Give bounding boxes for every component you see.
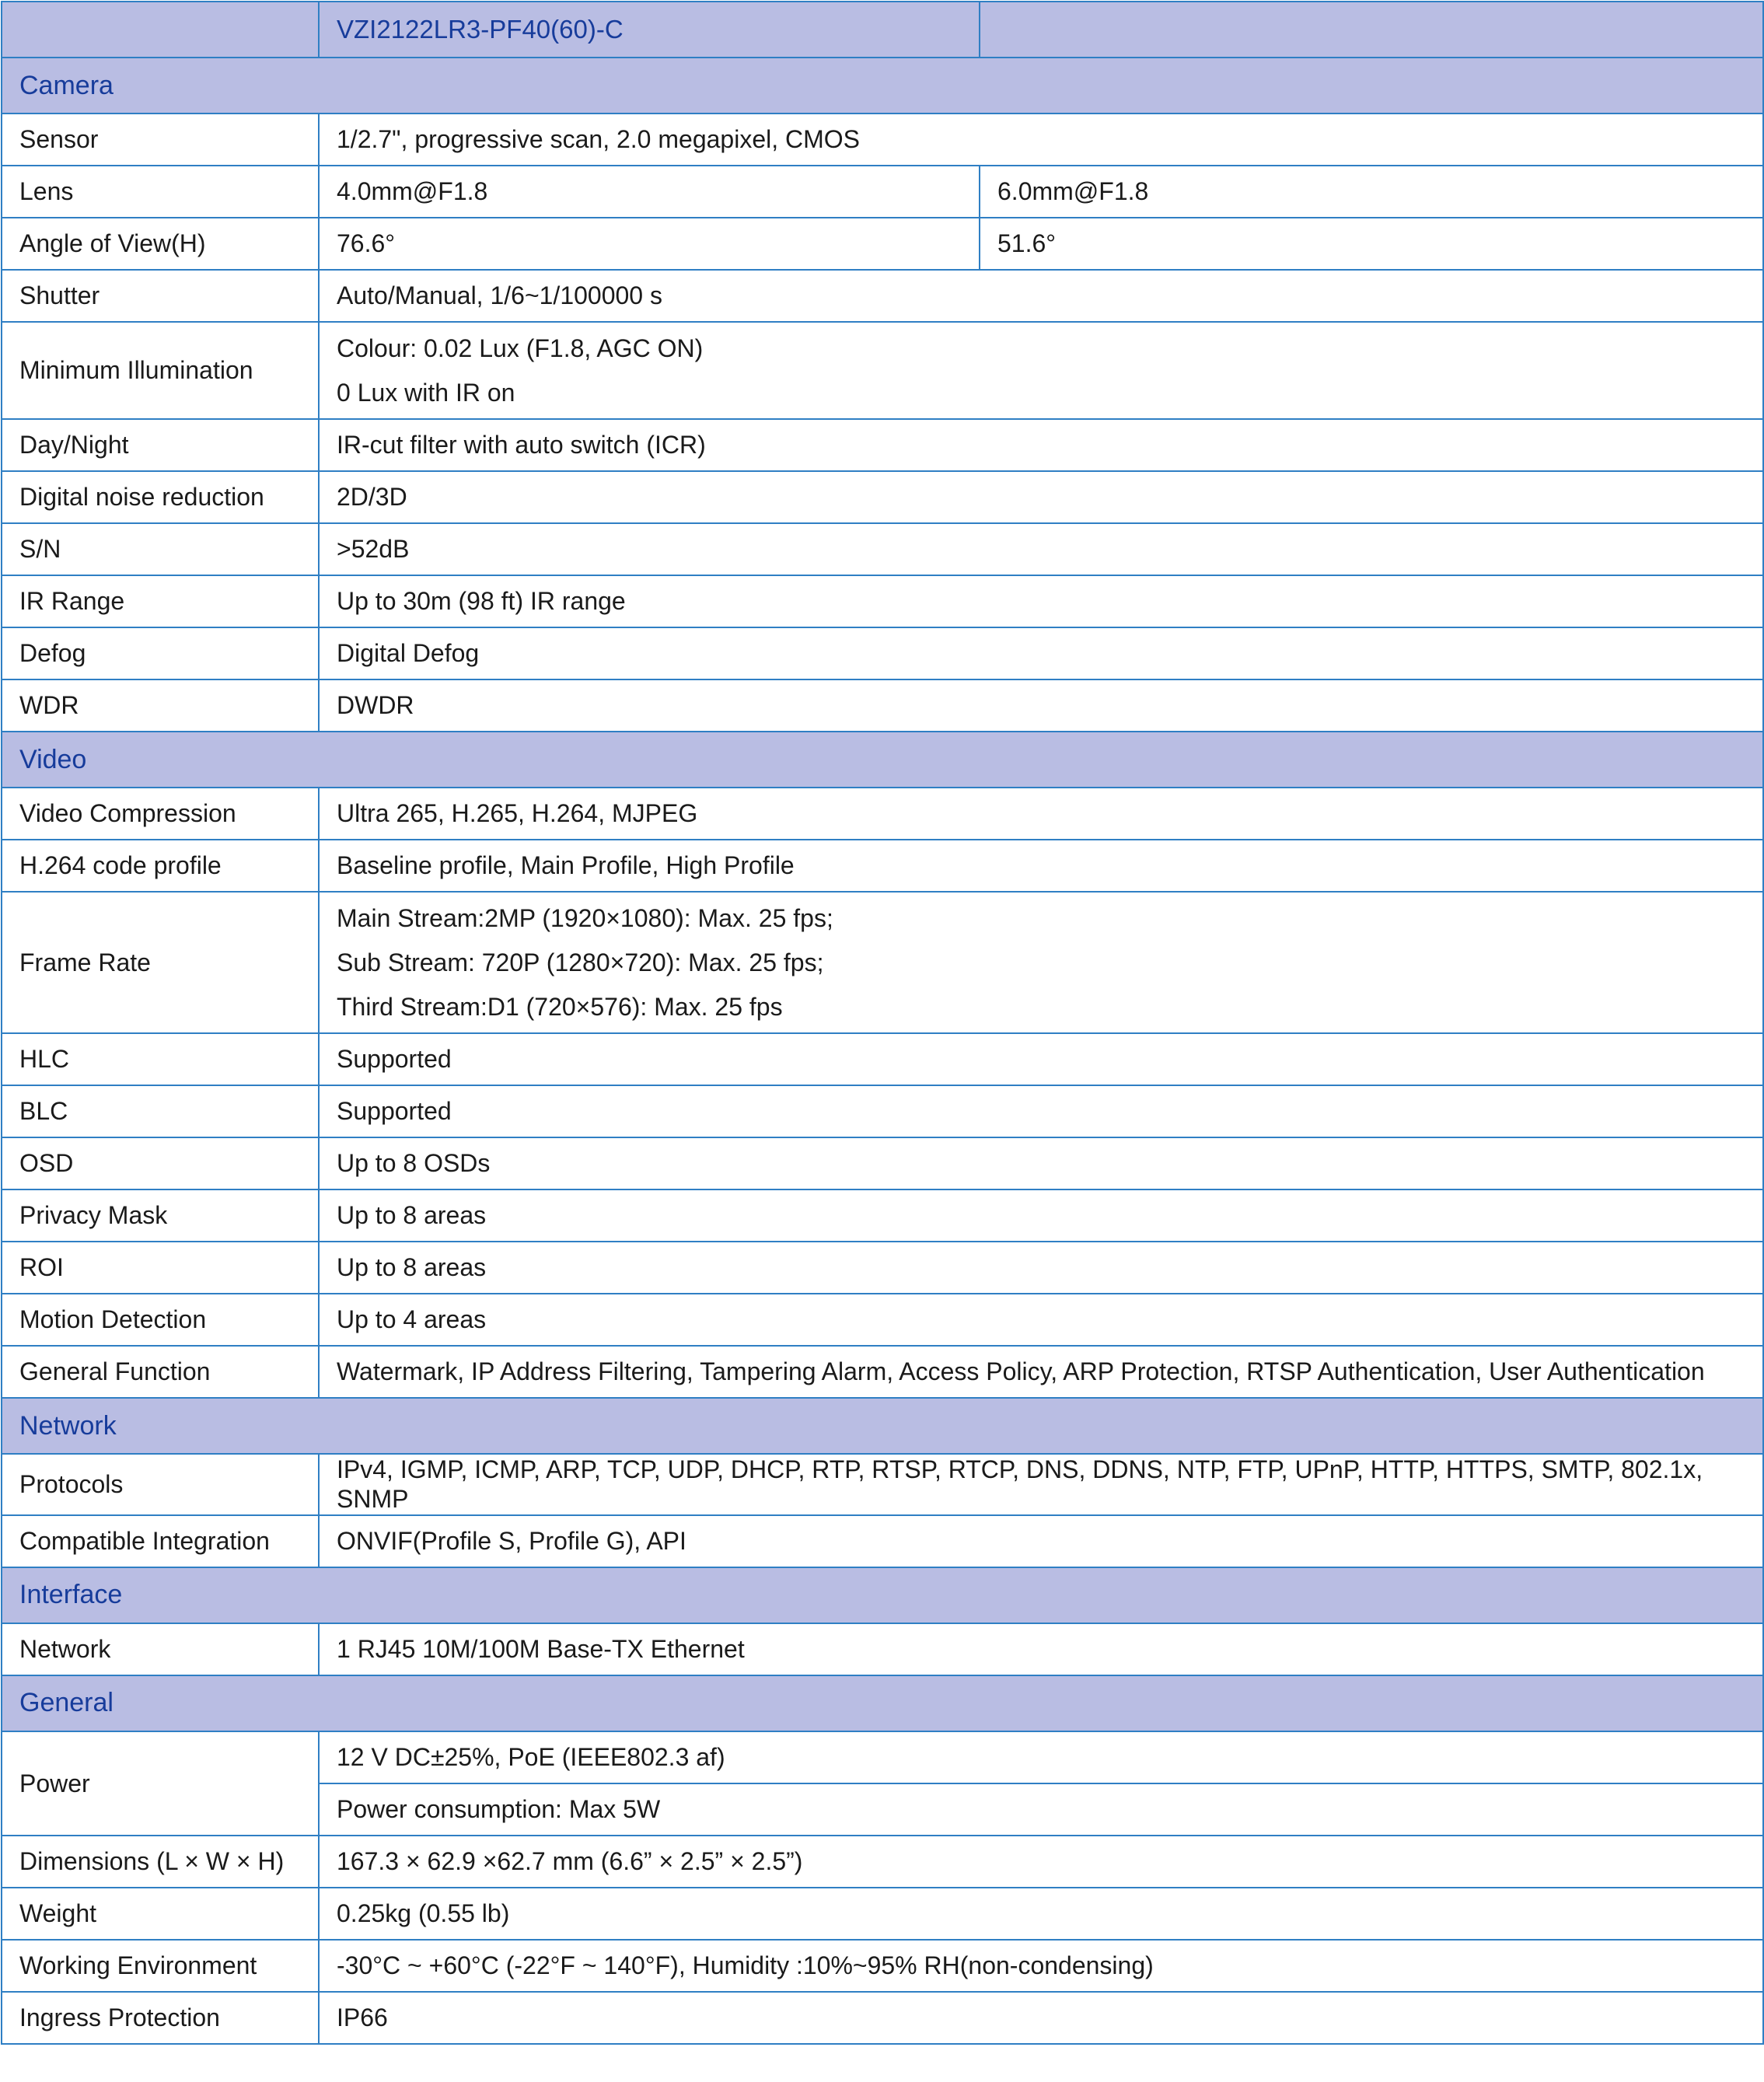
- spec-value: IP66: [319, 1992, 1763, 2044]
- spec-value-line: Colour: 0.02 Lux (F1.8, AGC ON): [337, 334, 704, 362]
- spec-value: Ultra 265, H.265, H.264, MJPEG: [319, 788, 1763, 840]
- spec-label: Network: [2, 1623, 319, 1675]
- spec-label: Working Environment: [2, 1940, 319, 1992]
- section-network: [2, 1398, 1763, 1454]
- spec-table: [1, 1, 1764, 2045]
- spec-value: Up to 4 areas: [319, 1294, 1763, 1346]
- row-compatible-integration: [2, 1515, 1763, 1567]
- spec-label: H.264 code profile: [2, 840, 319, 892]
- row-ingress-protection: [2, 1992, 1763, 2044]
- section-camera: [2, 58, 1763, 114]
- section-title: Camera: [2, 58, 1763, 114]
- spec-label: Video Compression: [2, 788, 319, 840]
- row-noise-reduction: [2, 471, 1763, 523]
- row-frame-rate: [2, 892, 1763, 1033]
- spec-label: HLC: [2, 1033, 319, 1085]
- spec-value: IPv4, IGMP, ICMP, ARP, TCP, UDP, DHCP, RTP, RTSP, RTCP, DNS, DDNS, NTP, FTP, UPnP, HTTP, HTTPS, SMTP, 802.1x, SNMP: [319, 1454, 1763, 1515]
- spec-label: OSD: [2, 1137, 319, 1189]
- spec-value: Baseline profile, Main Profile, High Profile: [319, 840, 1763, 892]
- row-osd: [2, 1137, 1763, 1189]
- spec-value: Up to 8 OSDs: [319, 1137, 1763, 1189]
- row-defog: [2, 627, 1763, 679]
- spec-value: -30°C ~ +60°C (-22°F ~ 140°F), Humidity :10%~95% RH(non-condensing): [319, 1940, 1763, 1992]
- spec-label: Protocols: [2, 1454, 319, 1515]
- section-title: Video: [2, 732, 1763, 788]
- spec-label: Weight: [2, 1888, 319, 1940]
- spec-value-line: 0 Lux with IR on: [337, 378, 515, 407]
- spec-label: Sensor: [2, 114, 319, 166]
- spec-value: 167.3 × 62.9 ×62.7 mm (6.6” × 2.5” × 2.5”): [319, 1836, 1763, 1888]
- spec-label: Frame Rate: [2, 892, 319, 1033]
- header-empty-cell: [2, 2, 319, 58]
- spec-value: Up to 8 areas: [319, 1189, 1763, 1242]
- section-title: Interface: [2, 1567, 1763, 1623]
- model-name: VZI2122LR3-PF40(60)-C: [319, 2, 980, 58]
- spec-value: 1/2.7", progressive scan, 2.0 megapixel, CMOS: [319, 114, 1763, 166]
- row-angle-of-view: [2, 218, 1763, 270]
- row-lens: [2, 166, 1763, 218]
- spec-value-line: Third Stream:D1 (720×576): Max. 25 fps: [337, 992, 783, 1021]
- row-shutter: [2, 270, 1763, 322]
- spec-value: [319, 892, 1763, 1033]
- row-protocols: [2, 1454, 1763, 1515]
- spec-label: Minimum Illumination: [2, 322, 319, 419]
- spec-value: Supported: [319, 1033, 1763, 1085]
- spec-value: Auto/Manual, 1/6~1/100000 s: [319, 270, 1763, 322]
- spec-value: 1 RJ45 10M/100M Base-TX Ethernet: [319, 1623, 1763, 1675]
- row-sensor: [2, 114, 1763, 166]
- spec-value-6mm: 6.0mm@F1.8: [980, 166, 1763, 218]
- spec-value: Digital Defog: [319, 627, 1763, 679]
- header-blank-cell: [980, 2, 1763, 58]
- row-motion-detection: [2, 1294, 1763, 1346]
- section-interface: [2, 1567, 1763, 1623]
- row-power: [2, 1731, 1763, 1783]
- row-ir-range: [2, 575, 1763, 627]
- spec-label: Shutter: [2, 270, 319, 322]
- spec-label: Power: [2, 1731, 319, 1836]
- spec-label: ROI: [2, 1242, 319, 1294]
- spec-value-line: Sub Stream: 720P (1280×720): Max. 25 fps;: [337, 948, 824, 976]
- section-video: [2, 732, 1763, 788]
- spec-value-power-consumption: Power consumption: Max 5W: [319, 1783, 1763, 1836]
- row-working-environment: [2, 1940, 1763, 1992]
- spec-value-6mm: 51.6°: [980, 218, 1763, 270]
- row-day-night: [2, 419, 1763, 471]
- spec-value-power-supply: 12 V DC±25%, PoE (IEEE802.3 af): [319, 1731, 1763, 1783]
- row-general-function: [2, 1346, 1763, 1398]
- spec-label: Defog: [2, 627, 319, 679]
- spec-value: DWDR: [319, 679, 1763, 732]
- spec-label: Compatible Integration: [2, 1515, 319, 1567]
- spec-value: >52dB: [319, 523, 1763, 575]
- spec-value: 2D/3D: [319, 471, 1763, 523]
- row-network-interface: [2, 1623, 1763, 1675]
- row-weight: [2, 1888, 1763, 1940]
- spec-value: ONVIF(Profile S, Profile G), API: [319, 1515, 1763, 1567]
- spec-label: WDR: [2, 679, 319, 732]
- spec-label: Motion Detection: [2, 1294, 319, 1346]
- spec-label: Dimensions (L × W × H): [2, 1836, 319, 1888]
- row-h264-profile: [2, 840, 1763, 892]
- spec-value: Up to 8 areas: [319, 1242, 1763, 1294]
- spec-label: General Function: [2, 1346, 319, 1398]
- row-signal-noise: [2, 523, 1763, 575]
- spec-value: IR-cut filter with auto switch (ICR): [319, 419, 1763, 471]
- spec-value: Watermark, IP Address Filtering, Tampering Alarm, Access Policy, ARP Protection, RTSP Authentication, User Authentication: [319, 1346, 1763, 1398]
- spec-value-line: Main Stream:2MP (1920×1080): Max. 25 fps;: [337, 903, 833, 932]
- row-blc: [2, 1085, 1763, 1137]
- row-roi: [2, 1242, 1763, 1294]
- row-wdr: [2, 679, 1763, 732]
- spec-value: Up to 30m (98 ft) IR range: [319, 575, 1763, 627]
- spec-label: Day/Night: [2, 419, 319, 471]
- row-minimum-illumination: [2, 322, 1763, 419]
- row-video-compression: [2, 788, 1763, 840]
- spec-label: Ingress Protection: [2, 1992, 319, 2044]
- spec-label: Privacy Mask: [2, 1189, 319, 1242]
- section-general: [2, 1675, 1763, 1731]
- spec-label: Digital noise reduction: [2, 471, 319, 523]
- spec-label: Angle of View(H): [2, 218, 319, 270]
- row-dimensions: [2, 1836, 1763, 1888]
- spec-value: [319, 322, 1763, 419]
- section-title: Network: [2, 1398, 1763, 1454]
- spec-label: BLC: [2, 1085, 319, 1137]
- spec-label: IR Range: [2, 575, 319, 627]
- spec-value-4mm: 4.0mm@F1.8: [319, 166, 980, 218]
- spec-label: S/N: [2, 523, 319, 575]
- section-title: General: [2, 1675, 1763, 1731]
- model-header-row: [2, 2, 1763, 58]
- spec-value: 0.25kg (0.55 lb): [319, 1888, 1763, 1940]
- row-privacy-mask: [2, 1189, 1763, 1242]
- spec-label: Lens: [2, 166, 319, 218]
- row-hlc: [2, 1033, 1763, 1085]
- spec-value: Supported: [319, 1085, 1763, 1137]
- spec-value-4mm: 76.6°: [319, 218, 980, 270]
